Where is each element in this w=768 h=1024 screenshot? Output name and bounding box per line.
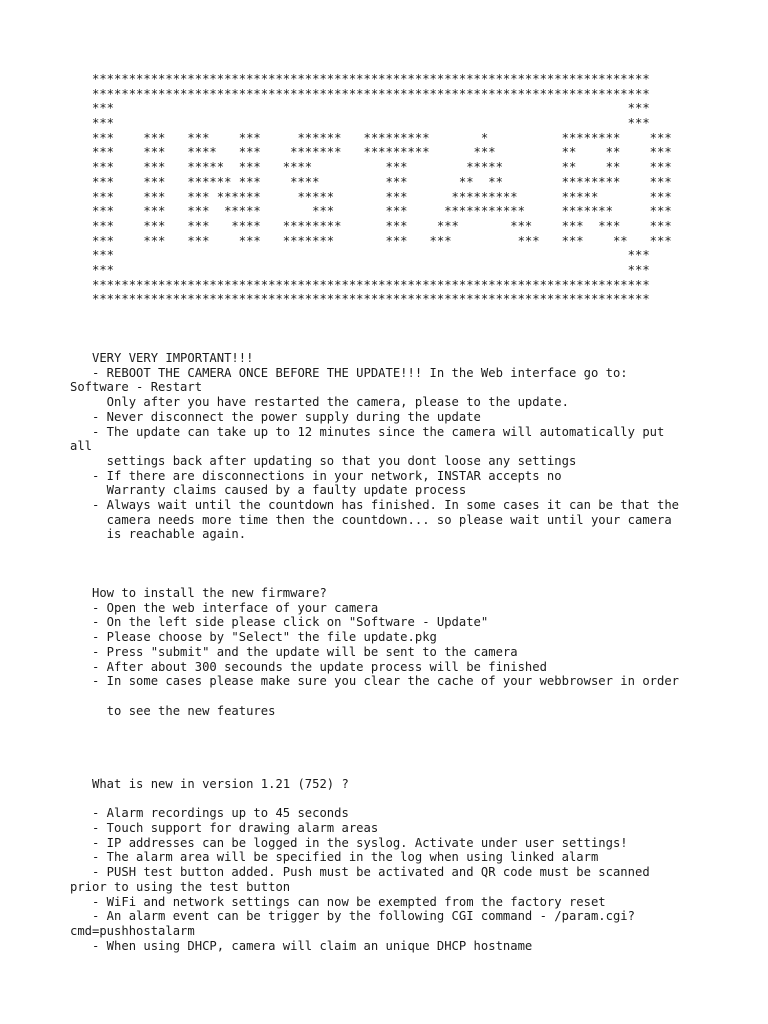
banner-line: **************************************************************************** — [70, 277, 650, 292]
install-step: - After about 300 secounds the update process will be finished — [70, 659, 547, 674]
install-step: - Press "submit" and the update will be sent to the camera — [70, 644, 518, 659]
firmware-readme-document — [70, 72, 760, 953]
spacer — [70, 336, 760, 351]
banner-line: *** *** *** *** ******* *** *** *** *** ** *** — [70, 233, 672, 248]
spacer — [70, 322, 760, 337]
banner-line: *** *** *** *** ****** ********* * ******** *** — [70, 130, 672, 145]
banner-line: *** *** **** *** ******* ********* *** ** ** *** — [70, 145, 672, 160]
banner-line: **************************************************************************** — [70, 86, 650, 101]
banner-line: *** *** ***** *** **** *** ***** ** ** *** — [70, 160, 672, 175]
whatsnew-item: - IP addresses can be logged in the syslog. Activate under user settings! — [70, 835, 628, 850]
whatsnew-section — [70, 777, 760, 953]
spacer — [70, 762, 760, 777]
spacer — [70, 571, 760, 586]
important-line: - REBOOT THE CAMERA ONCE BEFORE THE UPDATE!!! In the Web interface go to: — [70, 365, 628, 380]
spacer — [70, 689, 760, 704]
banner-line: *** *** *** ***** *** *** *********** ******* *** — [70, 204, 672, 219]
spacer — [70, 792, 760, 807]
important-line: - If there are disconnections in your network, INSTAR accepts no — [70, 468, 562, 483]
whatsnew-item: - Touch support for drawing alarm areas — [70, 821, 379, 836]
important-line: - The update can take up to 12 minutes since the camera will automatically put — [70, 424, 665, 439]
whatsnew-item: - WiFi and network settings can now be exempted from the factory reset — [70, 894, 606, 909]
important-section — [70, 351, 760, 542]
whatsnew-item: cmd=pushhostalarm — [70, 923, 195, 938]
important-line: Only after you have restarted the camera, please to the update. — [70, 395, 569, 410]
banner-line: *** *** *** **** ******** *** *** *** *** *** *** — [70, 218, 672, 233]
whatsnew-item: - PUSH test button added. Push must be activated and QR code must be scanned — [70, 865, 650, 880]
important-heading: VERY VERY IMPORTANT!!! — [70, 351, 254, 366]
install-step: - Please choose by "Select" the file update.pkg — [70, 630, 437, 645]
banner-line: *** *** *** ****** ***** *** ********* ***** *** — [70, 189, 672, 204]
important-line: - Always wait until the countdown has finished. In some cases it can be that the — [70, 497, 680, 512]
install-step: - On the left side please click on "Software - Update" — [70, 615, 489, 630]
banner-line: *** *** ****** *** **** *** ** ** ******** *** — [70, 174, 672, 189]
install-step: - In some cases please make sure you clear the cache of your webbrowser in order — [70, 674, 680, 689]
whatsnew-item: - When using DHCP, camera will claim an unique DHCP hostname — [70, 938, 533, 953]
spacer — [70, 718, 760, 733]
banner-line: *** *** — [70, 248, 650, 263]
banner-line: *** *** — [70, 116, 650, 131]
important-line: settings back after updating so that you dont loose any settings — [70, 453, 577, 468]
spacer — [70, 307, 760, 322]
spacer — [70, 748, 760, 763]
install-step: - Open the web interface of your camera — [70, 600, 379, 615]
spacer — [70, 542, 760, 557]
install-step-continuation: to see the new features — [70, 703, 276, 718]
important-line: Software - Restart — [70, 380, 203, 395]
important-line: camera needs more time then the countdown... so please wait until your camera — [70, 512, 672, 527]
install-heading: How to install the new firmware? — [70, 586, 327, 601]
whatsnew-item: prior to using the test button — [70, 879, 291, 894]
whatsnew-heading: What is new in version 1.21 (752) ? — [70, 777, 349, 791]
install-section — [70, 586, 760, 718]
important-line: all — [70, 439, 93, 454]
whatsnew-item: - The alarm area will be specified in the log when using linked alarm — [70, 850, 599, 865]
banner-line: *** *** — [70, 101, 650, 116]
important-line: is reachable again. — [70, 527, 247, 542]
important-line: Warranty claims caused by a faulty update process — [70, 483, 467, 498]
important-line: - Never disconnect the power supply during the update — [70, 409, 481, 424]
banner-line: *** *** — [70, 262, 650, 277]
banner-line: **************************************************************************** — [70, 72, 650, 86]
ascii-banner — [70, 72, 760, 307]
banner-line: **************************************************************************** — [70, 292, 650, 307]
whatsnew-item: - An alarm event can be trigger by the following CGI command - /param.cgi? — [70, 909, 635, 924]
whatsnew-item: - Alarm recordings up to 45 seconds — [70, 806, 349, 821]
spacer — [70, 733, 760, 748]
spacer — [70, 557, 760, 572]
